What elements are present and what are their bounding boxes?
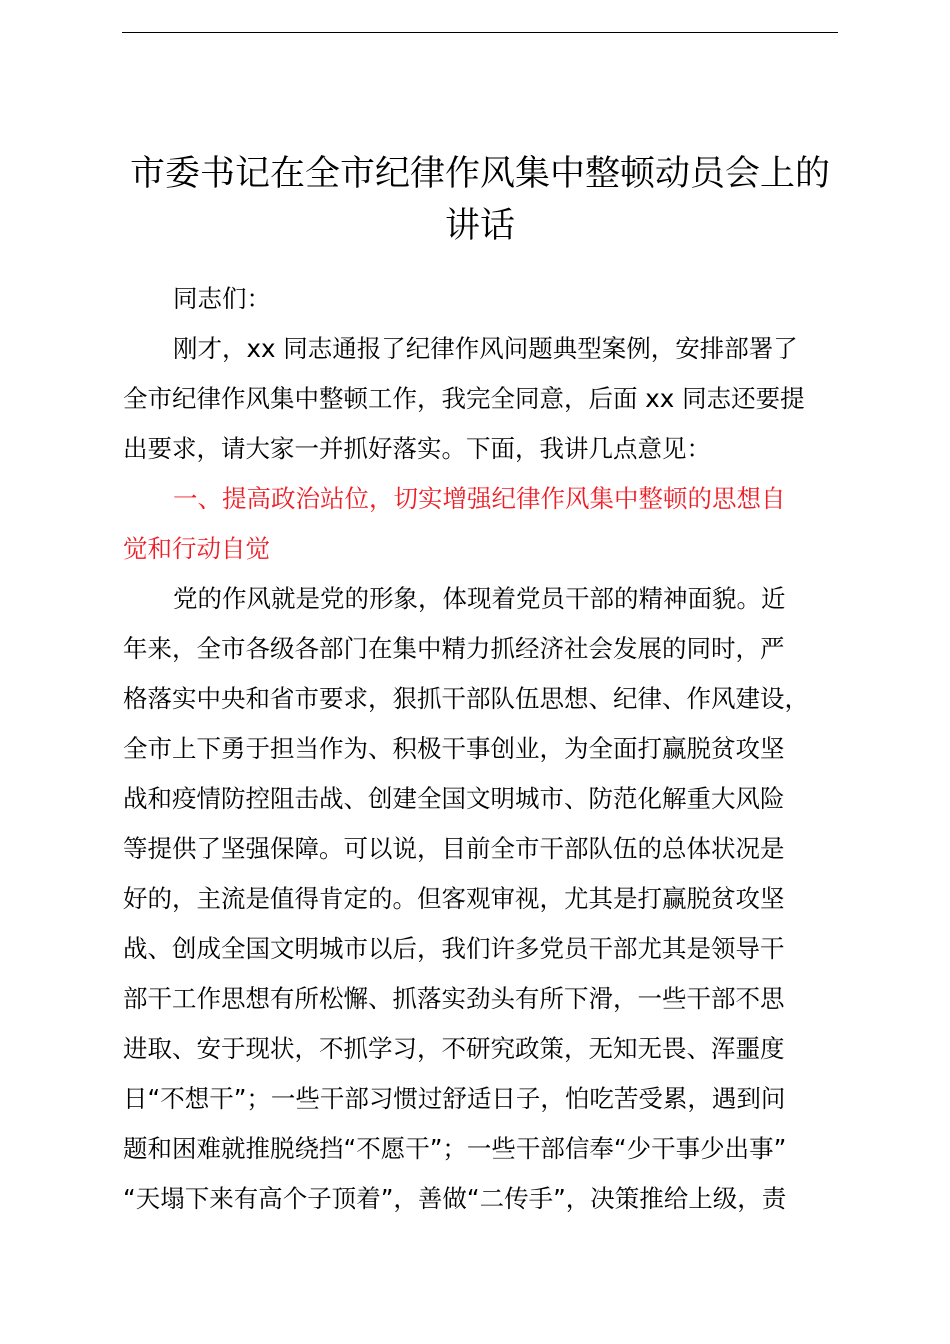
body-line: 日“不想干”；一些干部习惯过舒适日子，怕吃苦受累，遇到问 (123, 1084, 786, 1113)
body-line: 年来，全市各级各部门在集中精力抓经济社会发展的同时，严 (123, 634, 785, 663)
body-line: 题和困难就推脱绕挡“不愿干”；一些干部信奉“少干事少出事” (123, 1134, 787, 1163)
salutation: 同志们： (173, 284, 271, 313)
body-line: 党的作风就是党的形象，体现着党员干部的精神面貌。近 (173, 584, 786, 613)
body-line: “天塌下来有高个子顶着”，善做“二传手”，决策推给上级，责 (123, 1184, 787, 1213)
section-heading-line: 觉和行动自觉 (123, 534, 270, 563)
body-line: 全市上下勇于担当作为、积极干事创业，为全面打赢脱贫攻坚 (123, 734, 785, 763)
document-body (123, 274, 863, 1224)
title-line: 讲话 (444, 206, 515, 246)
body-line: 部干工作思想有所松懈、抓落实劲头有所下滑，一些干部不思 (123, 984, 785, 1013)
body-line: 格落实中央和省市要求，狠抓干部队伍思想、纪律、作风建设， (123, 684, 809, 713)
document-title (110, 148, 850, 252)
intro-line: 出要求，请大家一并抓好落实。下面，我讲几点意见： (123, 434, 711, 463)
header-rule (122, 32, 838, 33)
title-line: 市委书记在全市纪律作风集中整顿动员会上的 (129, 154, 830, 194)
section-heading-line: 一、提高政治站位，切实增强纪律作风集中整顿的思想自 (173, 484, 786, 513)
body-line: 等提供了坚强保障。可以说，目前全市干部队伍的总体状况是 (123, 834, 785, 863)
body-line: 好的，主流是值得肯定的。但客观审视，尤其是打赢脱贫攻坚 (123, 884, 785, 913)
intro-line: 刚才，xx 同志通报了纪律作风问题典型案例，安排部署了 (173, 334, 798, 363)
body-line: 战和疫情防控阻击战、创建全国文明城市、防范化解重大风险 (123, 784, 785, 813)
body-line: 战、创成全国文明城市以后，我们许多党员干部尤其是领导干 (123, 934, 785, 963)
intro-line: 全市纪律作风集中整顿工作，我完全同意，后面 xx 同志还要提 (123, 384, 805, 413)
body-line: 进取、安于现状，不抓学习，不研究政策，无知无畏、浑噩度 (123, 1034, 785, 1063)
